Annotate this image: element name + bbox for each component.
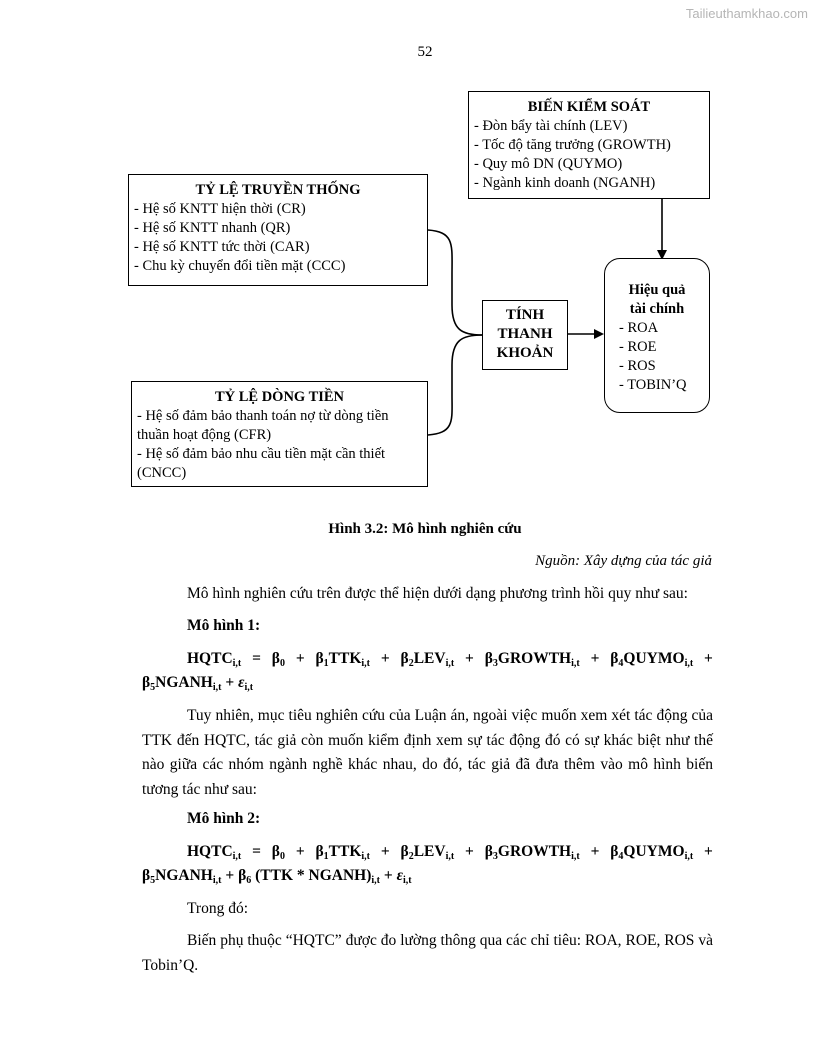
control-item: - Ngành kinh doanh (NGANH) [474, 175, 656, 191]
model-1-label: Mô hình 1: [187, 617, 261, 634]
equation-model-1: $HQTC_{i,t}$ = $\beta_0$ + $\beta_1TTK_{i,t}$ + $\beta_2LEV_{i,t}$ + $\beta_3GROWTH_{i,t}$ + $\beta_4QUYMO_{i,t}$ + $\beta_5NGANH_{i,t} + \varepsilon_{i,t}$ [142, 650, 713, 693]
dependent-variable-paragraph: Biến phụ thuộc “HQTC” được đo lường thông qua các chỉ tiêu: ROA, ROE, ROS và Tobin’Q. [142, 932, 713, 974]
performance-item: - ROS [619, 358, 656, 374]
performance-item: - ROE [619, 339, 657, 355]
figure-caption: Hình 3.2: Mô hình nghiên cứu [328, 521, 522, 537]
cashflow-item: (CNCC) [137, 465, 187, 481]
cashflow-ratios-box [131, 381, 428, 487]
interaction-paragraph: Tuy nhiên, mục tiêu nghiên cứu của Luận án, ngoài việc muốn xem xét tác động của TTK đến HQTC, tác giả còn muốn kiểm định xem sự tác động đó có sự khác biệt như thế nào giữa các nhóm ngành nghề khác nhau, do đó, tác giả đã đưa thêm vào mô hình biến tương tác như sau: [142, 707, 713, 798]
liquidity-line: TÍNH [505, 307, 545, 323]
brace-bottom [428, 335, 482, 435]
performance-title: tài chính [629, 301, 685, 317]
performance-title: Hiệu quả [628, 282, 686, 298]
control-item: - Đòn bẩy tài chính (LEV) [474, 118, 628, 134]
traditional-item: - Hệ số KNTT nhanh (QR) [134, 220, 291, 236]
performance-item: - TOBIN’Q [619, 377, 687, 393]
figure-source: Nguồn: Xây dựng của tác giả [535, 553, 712, 569]
liquidity-line: THANH [497, 326, 553, 342]
page-number: 52 [417, 44, 433, 60]
traditional-ratios-box [128, 174, 428, 286]
traditional-item: - Hệ số KNTT hiện thời (CR) [134, 201, 306, 217]
performance-item: - ROA [619, 320, 659, 336]
traditional-item: - Chu kỳ chuyển đổi tiền mặt (CCC) [134, 258, 346, 274]
liquidity-line: KHOẢN [496, 345, 554, 361]
intro-paragraph: Mô hình nghiên cứu trên được thể hiện dưới dạng phương trình hồi quy như sau: [187, 585, 688, 602]
cashflow-ratios-title: TỶ LỆ DÒNG TIỀN [214, 389, 345, 405]
control-variables-title: BIẾN KIỂM SOÁT [527, 99, 651, 115]
traditional-ratios-title: TỶ LỆ TRUYỀN THỐNG [195, 182, 361, 198]
cashflow-item: - Hệ số đảm bảo nhu cầu tiền mặt cần thiết [137, 446, 386, 462]
control-item: - Tốc độ tăng trưởng (GROWTH) [474, 137, 671, 153]
control-item: - Quy mô DN (QUYMO) [474, 156, 623, 172]
equation-model-2: $HQTC_{i,t}$ = $\beta_0$ + $\beta_1TTK_{i,t}$ + $\beta_2LEV_{i,t}$ + $\beta_3GROWTH_{i,t}$ + $\beta_4QUYMO_{i,t}$ + $\beta_5NGANH_{i,t} + \beta_6$ $(TTK * NGANH)_{i,t} + \varepsilon_{i,t}$ [142, 843, 713, 886]
watermark: Tailieuthamkhao.com [685, 6, 808, 21]
cashflow-item: - Hệ số đảm bảo thanh toán nợ từ dòng tiền [137, 408, 389, 424]
model-2-label: Mô hình 2: [187, 810, 261, 827]
liquidity-box [482, 300, 568, 370]
cashflow-item: thuần hoạt động (CFR) [137, 427, 272, 443]
financial-performance-box [604, 258, 710, 413]
traditional-item: - Hệ số KNTT tức thời (CAR) [134, 239, 310, 255]
trong-do-label: Trong đó: [187, 900, 249, 917]
brace-top [428, 230, 482, 335]
control-variables-box [468, 91, 710, 199]
